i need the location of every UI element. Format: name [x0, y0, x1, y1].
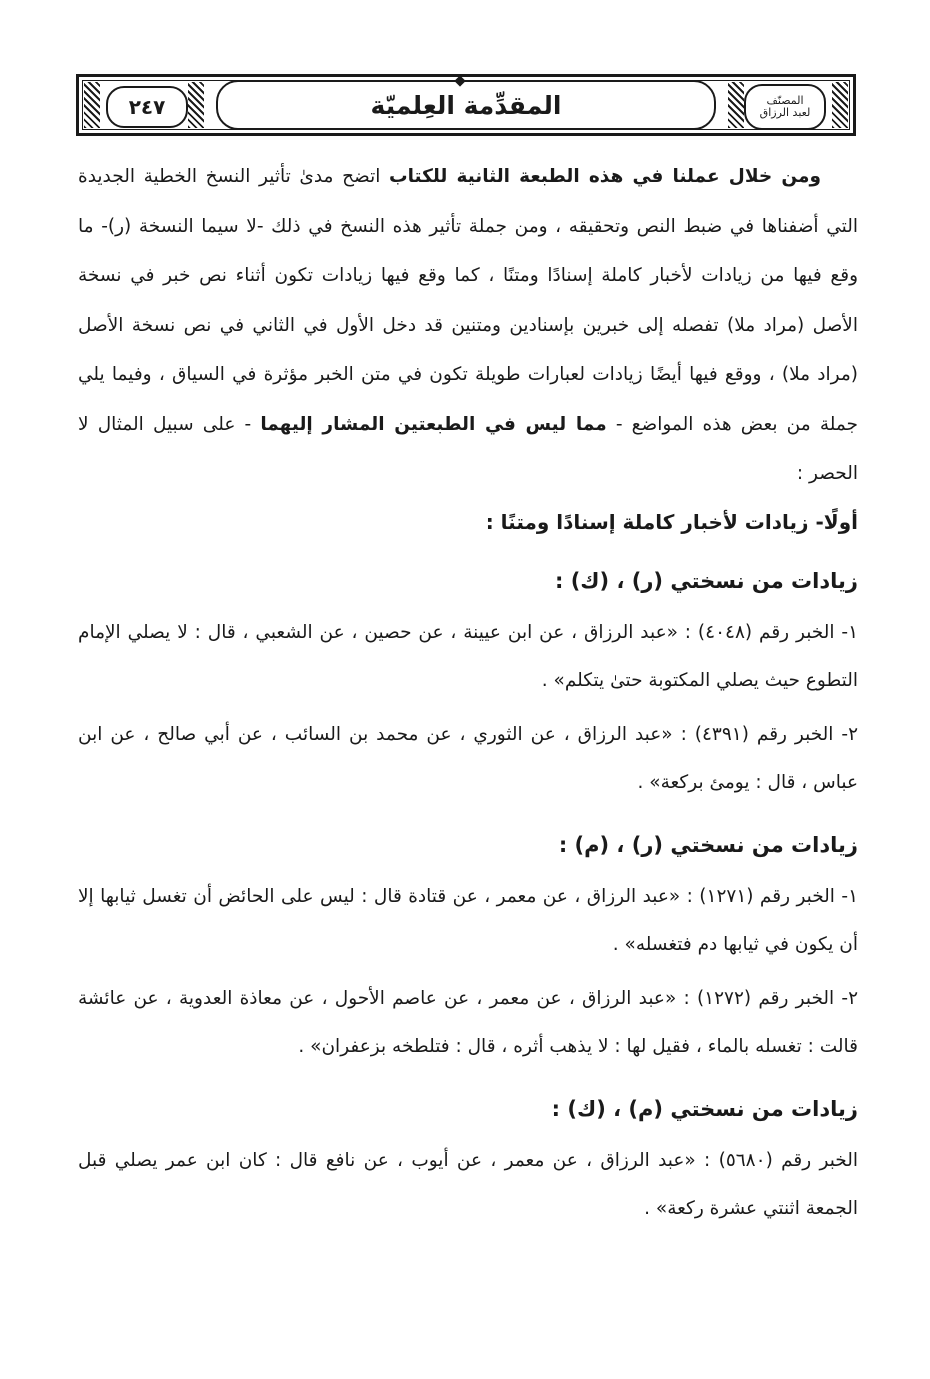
- group-heading: زيادات من نسختي (ر) ، (م) :: [558, 832, 858, 857]
- intro-lead-bold: ومن خلال عملنا في هذه الطبعة الثانية للكتاب: [388, 166, 821, 187]
- running-title: [216, 80, 716, 130]
- ornament-pattern: [84, 82, 100, 128]
- book-logo: [744, 84, 826, 130]
- ornament-pattern: [188, 82, 204, 128]
- list-item: ٢- الخبر رقم (١٢٧٢) : «عبد الرزاق ، عن معمر ، عن عاصم الأحول ، عن معاذة العدوية ، عن عائشة قالت : تغسله بالماء ، فقيل لها : لا يذهب أثره ، قال : فتلطخه بزعفران» .: [78, 987, 858, 1057]
- book-logo-line: لعبد الرزاق: [759, 106, 811, 119]
- group-heading: زيادات من نسختي (ر) ، (ك) :: [554, 568, 858, 593]
- book-logo-line: المصنّف: [766, 94, 804, 108]
- page-header: [76, 74, 856, 136]
- intro-mid-bold: مما ليس في الطبعتين المشار إليهما: [260, 413, 607, 435]
- running-title-text: المقدِّمة العِلميّة: [370, 90, 562, 120]
- group-heading: زيادات من نسختي (م) ، (ك) :: [551, 1096, 858, 1121]
- intro-text: اتضح مدىٰ تأثير النسخ الخطية الجديدة التي أضفناها في ضبط النص وتحقيقه ، ومن جملة تأثير هذه النسخ في ذلك -لا سيما النسخة (ر)- ما وقع فيها من زيادات لأخبار كاملة إسنادًا ومتنًا ، كما وقع فيها زيادات تكون أثناء نص خبر في نسخة الأصل (مراد ملا) تفصله إلى خبرين بإسنادين ومتنين قد دخل الأول في الثاني في نص نسخة الأصل (مراد ملا) ، ووقع فيها أيضًا زيادات لعبارات طويلة تكون في متن الخبر مؤثرة في السياق ، وفيما يلي جملة من بعض هذه المواضع -: [78, 166, 858, 435]
- list-item: ٢- الخبر رقم (٤٣٩١) : «عبد الرزاق ، عن الثوري ، عن محمد بن السائب ، عن أبي صالح ، عن ابن عباس ، قال : يومئ بركعة» .: [78, 723, 858, 793]
- section-heading: أولًا- زيادات لأخبار كاملة إسنادًا ومتنًا :: [485, 509, 858, 534]
- ornament-pattern: [832, 82, 848, 128]
- list-item: ١- الخبر رقم (٤٠٤٨) : «عبد الرزاق ، عن ابن عيينة ، عن حصين ، عن الشعبي ، قال : لا يصلي الإمام التطوع حيث يصلي المكتوبة حتىٰ يتكلم» .: [78, 621, 858, 691]
- intro-tail: - على سبيل المثال لا الحصر :: [78, 413, 858, 484]
- page-body: [78, 152, 858, 1233]
- page-number: ٢٤٧: [106, 86, 188, 128]
- list-item: الخبر رقم (٥٦٨٠) : «عبد الرزاق ، عن معمر ، عن أيوب ، عن نافع قال : كان ابن عمر يصلي قبل الجمعة اثنتي عشرة ركعة» .: [78, 1149, 858, 1219]
- ornament-pattern: [728, 82, 744, 128]
- intro-paragraph: [78, 152, 858, 499]
- list-item: ١- الخبر رقم (١٢٧١) : «عبد الرزاق ، عن معمر ، عن قتادة قال : ليس على الحائض أن تغسل ثيابها إلا أن يكون في ثيابها دم فتغسله» .: [78, 885, 858, 955]
